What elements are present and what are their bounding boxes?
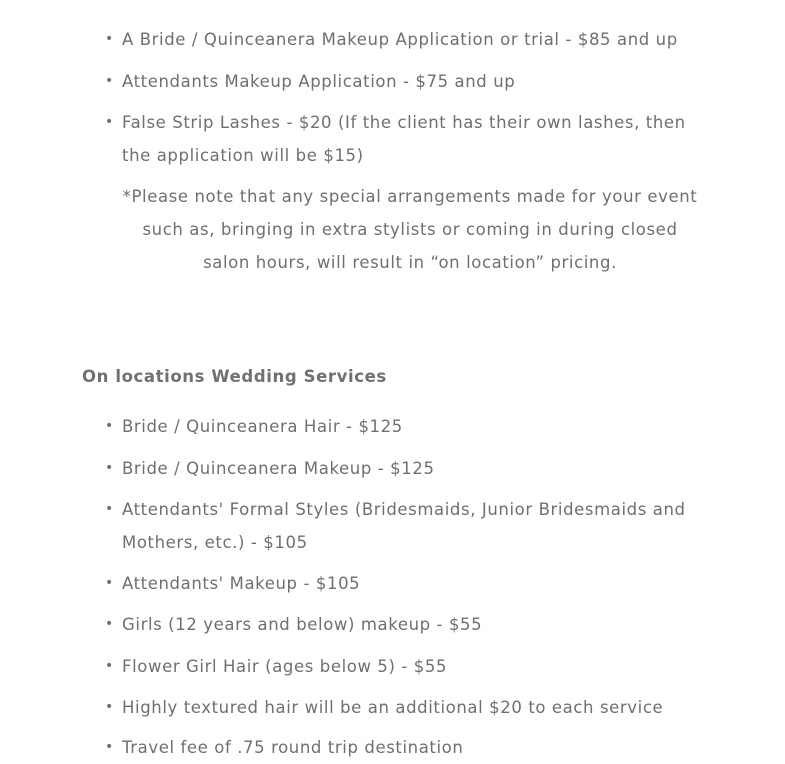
list-item: • Girls (12 years and below) makeup - $55 [122, 608, 702, 641]
list-item: • Attendants' Formal Styles (Bridesmaids, Junior Bridesmaids and Mothers, etc.) - $105 [122, 493, 702, 559]
list-item: • Bride / Quinceanera Hair - $125 [122, 410, 702, 443]
list-item: • A Bride / Quinceanera Makeup Application or trial - $85 and up [122, 23, 702, 56]
list-item: • Attendants' Makeup - $105 [122, 567, 702, 600]
list-item: • Flower Girl Hair (ages below 5) - $55 [122, 650, 702, 683]
list-item: • Travel fee of .75 round trip destination [122, 731, 702, 764]
special-arrangements-note: *Please note that any special arrangements made for your event such as, bringing in extra stylists or coming in during closed salon hours, will result in “on location” pricing. [122, 187, 698, 272]
list-item: • Bride / Quinceanera Makeup - $125 [122, 452, 702, 485]
list-item: • Highly textured hair will be an additional $20 to each service [122, 691, 702, 724]
list-item: • Attendants Makeup Application - $75 and up [122, 65, 702, 98]
on-location-heading: On locations Wedding Services [82, 367, 387, 386]
list-item: • False Strip Lashes - $20 (If the client has their own lashes, then the application will be $15) [122, 106, 702, 172]
